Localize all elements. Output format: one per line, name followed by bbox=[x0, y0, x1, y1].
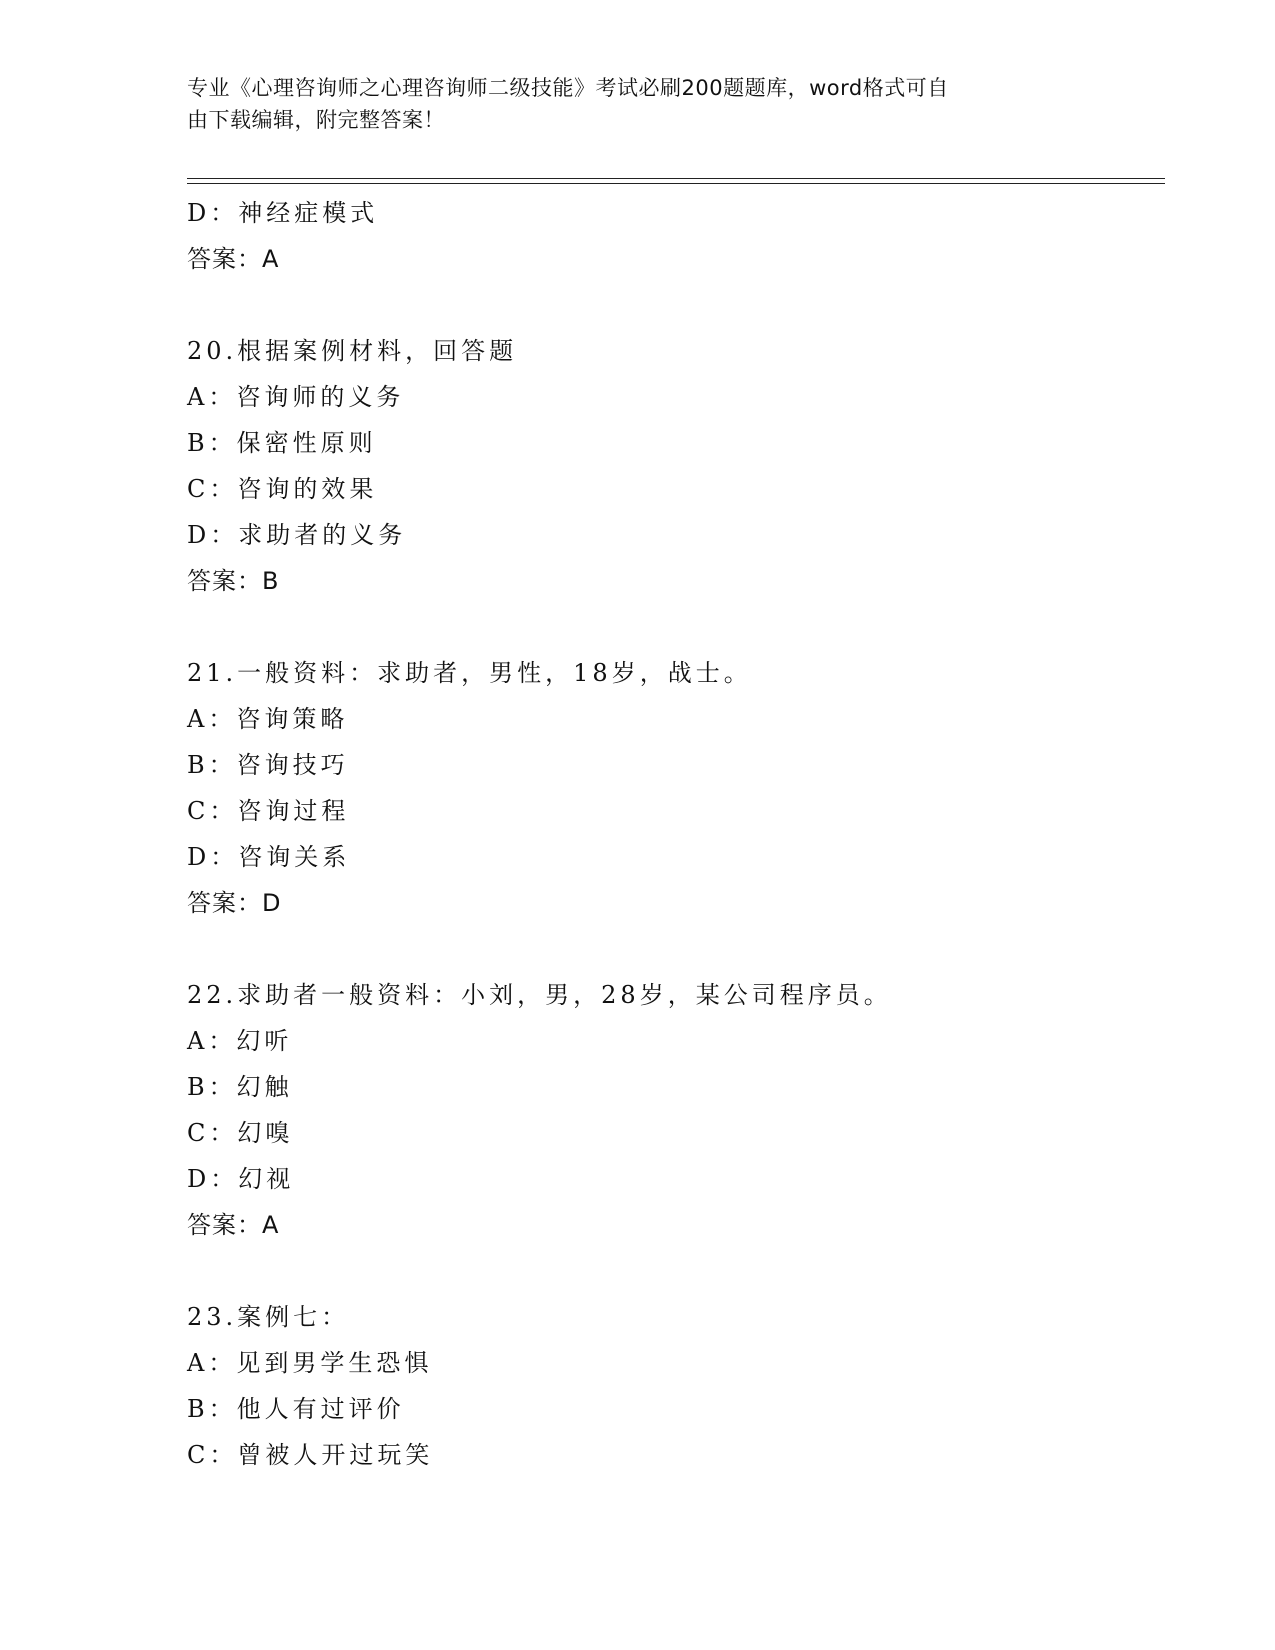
question-list bbox=[187, 190, 1165, 1478]
option-c: C：幻嗅 bbox=[187, 1119, 294, 1147]
answer: 答案：D bbox=[187, 889, 282, 917]
option-a: A：见到男学生恐惧 bbox=[187, 1349, 433, 1377]
option-d: D：幻视 bbox=[187, 1165, 295, 1193]
document-header bbox=[187, 72, 1067, 136]
question-21 bbox=[187, 650, 1165, 926]
option-b: B：他人有过评价 bbox=[187, 1395, 405, 1423]
option-a: A：咨询策略 bbox=[187, 705, 349, 733]
option-b: B：幻触 bbox=[187, 1073, 293, 1101]
option-b: B：咨询技巧 bbox=[187, 751, 349, 779]
question-stem: 22.求助者一般资料：小刘，男，28岁，某公司程序员。 bbox=[187, 981, 892, 1009]
answer: 答案：A bbox=[187, 1211, 280, 1239]
question-stem: 20.根据案例材料，回答题 bbox=[187, 337, 518, 365]
option-d: D：神经症模式 bbox=[187, 199, 379, 227]
header-divider bbox=[187, 178, 1165, 184]
option-c: C：曾被人开过玩笑 bbox=[187, 1441, 434, 1469]
answer: 答案：A bbox=[187, 245, 280, 273]
header-line-2: 由下载编辑，附完整答案！ bbox=[187, 108, 445, 132]
option-a: A：幻听 bbox=[187, 1027, 293, 1055]
option-b: B：保密性原则 bbox=[187, 429, 377, 457]
header-line-1: 专业《心理咨询师之心理咨询师二级技能》考试必刷200题题库，word格式可自 bbox=[187, 76, 949, 100]
question-stem: 23.案例七： bbox=[187, 1303, 350, 1331]
question-22 bbox=[187, 972, 1165, 1248]
option-c: C：咨询过程 bbox=[187, 797, 350, 825]
question-23 bbox=[187, 1294, 1165, 1478]
question-stem: 21.一般资料：求助者，男性，18岁，战士。 bbox=[187, 659, 752, 687]
spacer bbox=[187, 282, 1165, 328]
spacer bbox=[187, 604, 1165, 650]
option-a: A：咨询师的义务 bbox=[187, 383, 405, 411]
spacer bbox=[187, 926, 1165, 972]
answer: 答案：B bbox=[187, 567, 280, 595]
option-d: D：求助者的义务 bbox=[187, 521, 407, 549]
option-d: D：咨询关系 bbox=[187, 843, 351, 871]
option-c: C：咨询的效果 bbox=[187, 475, 378, 503]
question-20 bbox=[187, 328, 1165, 604]
spacer bbox=[187, 1248, 1165, 1294]
